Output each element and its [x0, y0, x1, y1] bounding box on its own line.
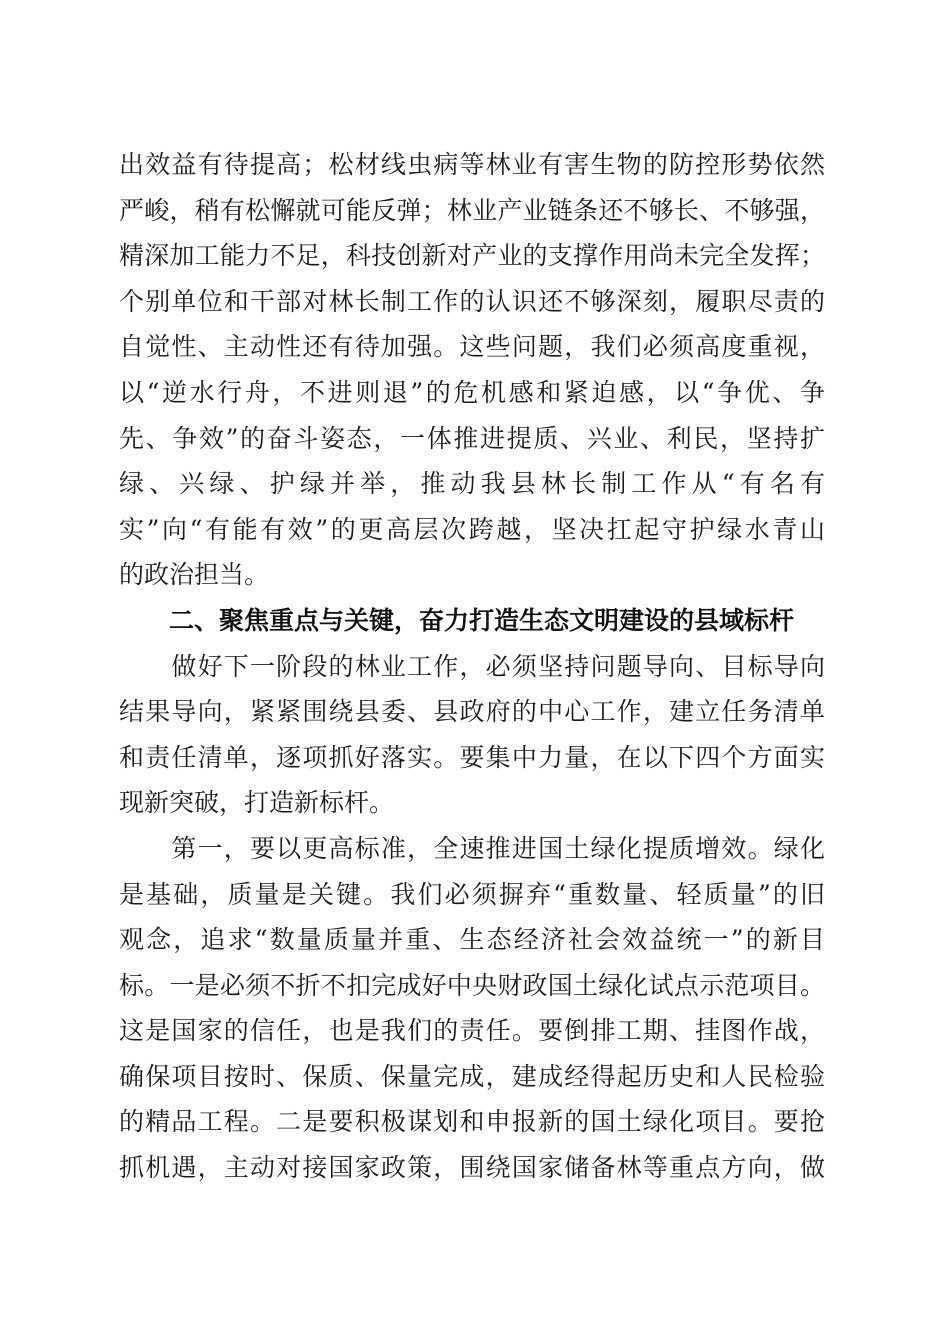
- text-line: 和责任清单，逐项抓好落实。要集中力量，在以下四个方面实: [119, 742, 825, 772]
- text-line: 标。一是必须不折不扣完成好中央财政国土绿化试点示范项目。: [119, 970, 825, 1000]
- text-line: 绿、兴绿、护绿并举，推动我县林长制工作从“有名有: [119, 469, 825, 499]
- text-line: 严峻，稍有松懈就可能反弹；林业产业链条还不够长、不够强，: [119, 195, 825, 225]
- text-line: 自觉性、主动性还有待加强。这些问题，我们必须高度重视，: [119, 332, 825, 362]
- section-heading: 二、聚焦重点与关键，奋力打造生态文明建设的县域标杆: [119, 605, 795, 635]
- text-line: 现新突破，打造新标杆。: [119, 788, 395, 818]
- text-line: 实”向“有能有效”的更高层次跨越，坚决扛起守护绿水青山: [119, 514, 825, 544]
- text-line: 精深加工能力不足，科技创新对产业的支撑作用尚未完全发挥；: [119, 241, 825, 271]
- text-line: 抓机遇，主动对接国家政策，围绕国家储备林等重点方向，做: [119, 1153, 825, 1183]
- text-line: 以“逆水行舟，不进则退”的危机感和紧迫感，以“争优、争: [119, 377, 825, 407]
- text-line: 的政治担当。: [119, 560, 270, 590]
- text-line: 做好下一阶段的林业工作，必须坚持问题导向、目标导向: [119, 651, 825, 681]
- text-line: 第一，要以更高标准，全速推进国土绿化提质增效。绿化: [119, 833, 825, 863]
- document-body: [119, 142, 831, 1191]
- text-line: 出效益有待提高；松材线虫病等林业有害生物的防控形势依然: [119, 150, 825, 179]
- text-line: 的精品工程。二是要积极谋划和申报新的国土绿化项目。要抢: [119, 1107, 825, 1137]
- text-line: 先、争效”的奋斗姿态，一体推进提质、兴业、利民，坚持扩: [119, 423, 825, 453]
- text-line: 是基础，质量是关键。我们必须摒弃“重数量、轻质量”的旧: [119, 879, 825, 909]
- text-line: 这是国家的信任，也是我们的责任。要倒排工期、挂图作战，: [119, 1016, 825, 1046]
- text-line: 结果导向，紧紧围绕县委、县政府的中心工作，建立任务清单: [119, 697, 825, 727]
- text-line: 观念，追求“数量质量并重、生态经济社会效益统一”的新目: [119, 925, 825, 955]
- text-line: 确保项目按时、保质、保量完成，建成经得起历史和人民检验: [119, 1061, 825, 1091]
- text-line: 个别单位和干部对林长制工作的认识还不够深刻，履职尽责的: [119, 286, 825, 316]
